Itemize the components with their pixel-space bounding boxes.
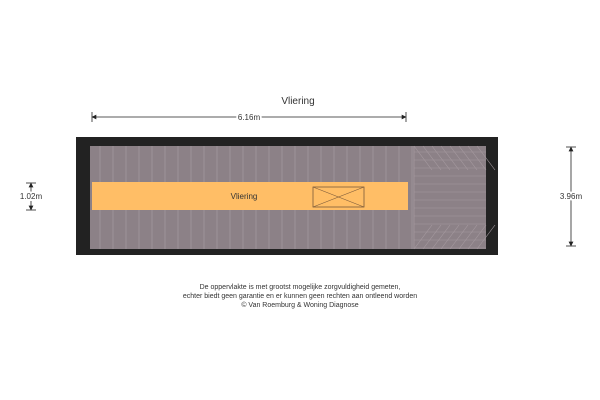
disclaimer-line-2: echter biedt geen garantie en er kunnen geen rechten aan ontleend worden <box>182 293 418 300</box>
room-label: Vliering <box>230 192 258 201</box>
width-label: 6.16m <box>237 113 261 122</box>
disclaimer-line-1: De oppervlakte is met grootst mogelijke zorgvuldigheid gemeten, <box>199 284 401 291</box>
disclaimer-line-3: © Van Roemburg & Woning Diagnose <box>241 302 359 309</box>
depth-dimension <box>560 147 583 246</box>
plan-title: Vliering <box>281 96 315 107</box>
strip-height-label: 1.02m <box>19 192 43 201</box>
depth-label: 3.96m <box>559 192 583 201</box>
disclaimer <box>0 283 600 310</box>
strip-height-dimension <box>20 183 43 210</box>
width-dimension <box>92 112 406 122</box>
